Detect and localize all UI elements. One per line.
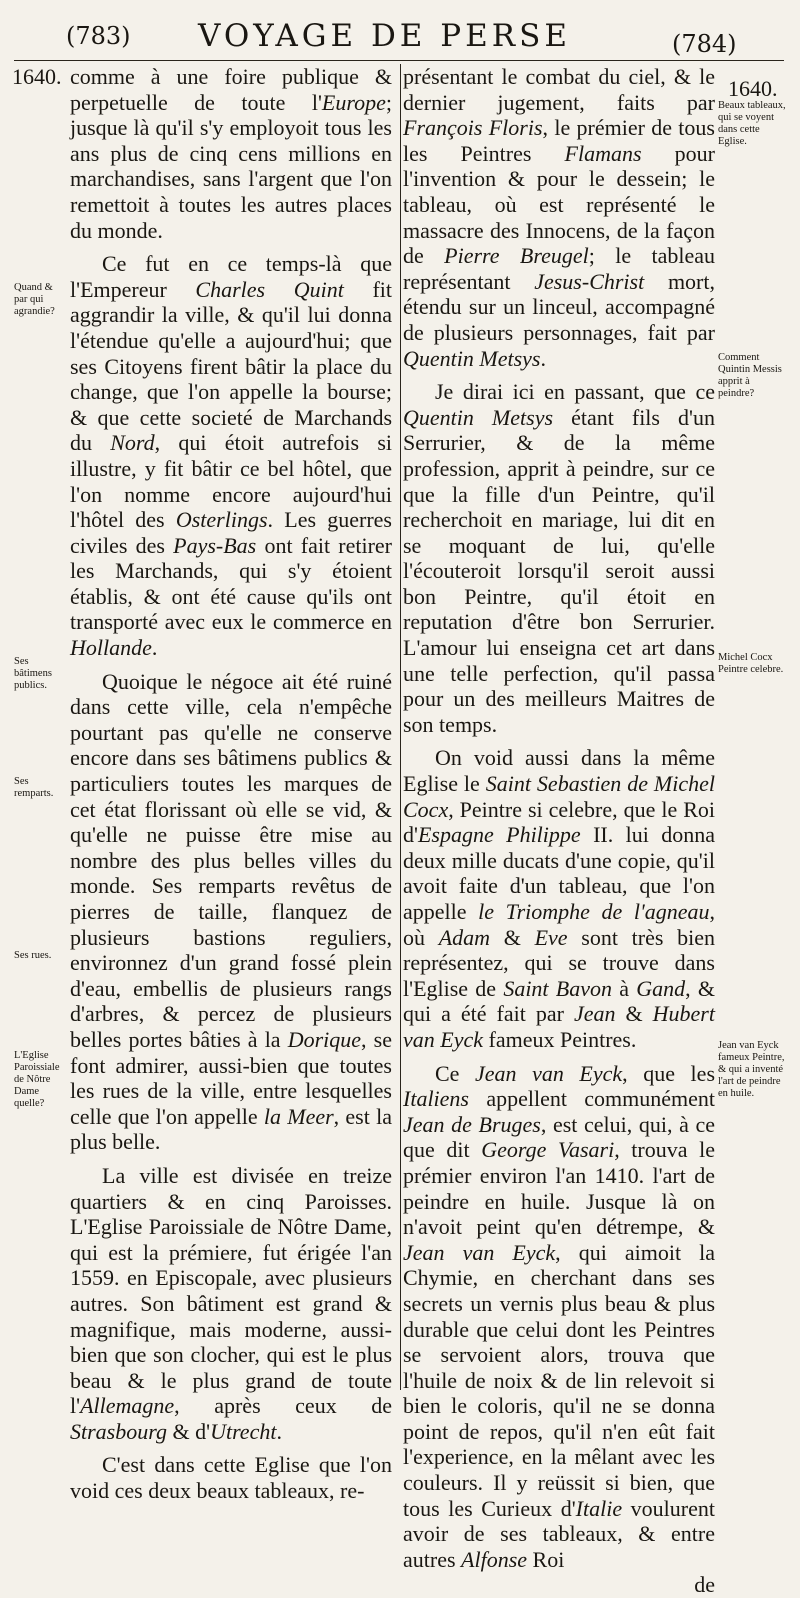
italic-run: Osterlings bbox=[175, 507, 268, 533]
margin-note-left-1: Quand & par qui agrandie? bbox=[14, 282, 55, 317]
text-run: Ce bbox=[435, 1060, 476, 1086]
italic-run: Strasbourg bbox=[70, 1418, 167, 1444]
italic-run: George Vasari bbox=[481, 1137, 615, 1163]
text-run: , qui aimoit la Chymie, en cherchant dans ses secrets un vernis plus beau & plus durable que celui dont les Peintres se servoient alors, trouva que l'huile de noix & de lin relevoit si bien le coloris, qu'il ne se donna point de repos, qu'il n'en eût fait l'experience, en la mêlant avec les couleurs. Il y reüssit si bien, que tous les Curieux d' bbox=[403, 1239, 716, 1521]
text-run: , après ceux de bbox=[174, 1393, 392, 1419]
text-run: voulurent avoir de ses tableaux, & entre autres bbox=[403, 1495, 715, 1572]
text-run: . bbox=[540, 345, 546, 371]
text-run: Ce fut en ce temps-là que l'Empereur bbox=[70, 251, 392, 302]
right-paragraph-4 bbox=[403, 1061, 715, 1573]
text-run: Quoique le négoce ait été ruiné dans cette ville, cela n'empêche pourtant pas qu'elle ne conserve encore dans ses bâtimens publics & particuliers toutes les marques de cet état florissant où elle se vid, & qu'elle ne puisse être mise au nombre des plus belles villes du monde. Ses remparts revêtus de pierres de taille, flanquez de plusieurs bastions reguliers, environnez d'un grand fossé plein d'eau, embellis de plusieurs rangs d'arbres, & percez de plusieurs belles portes bâties à la bbox=[70, 668, 392, 1052]
text-run: . bbox=[276, 1418, 282, 1444]
text-run: présentant le combat du ciel, & le dernier jugement, faits par bbox=[403, 64, 715, 115]
italic-run: Gand bbox=[636, 975, 686, 1001]
text-run: , trouva le prémier environ l'an 1410. l'art de peindre en huile. Jusque là on n'avoit peint qu'en détrempe, & bbox=[403, 1137, 715, 1240]
margin-note-right-3: Michel Cocx Peintre celebre. bbox=[718, 652, 784, 675]
left-paragraph-2 bbox=[70, 251, 392, 661]
text-run: ; le tableau représentant bbox=[403, 243, 715, 294]
text-run: , le prémier de tous les Peintres bbox=[403, 115, 715, 166]
italic-run: Hubert van Eyck bbox=[403, 1001, 715, 1052]
text-run: , se font admirer, aussi-bien que toutes les rues de la ville, entre lesquelles celle que l'on appelle bbox=[70, 1026, 392, 1129]
margin-note-right-4: Jean van Eyck fameux Peintre, & qui a inventé l'art de peindre en huile. bbox=[718, 1040, 785, 1099]
italic-run: Jean van Eyck bbox=[403, 1239, 556, 1265]
text-run: ; jusque là qu'il s'y employoit tous les ans plus de cinq cens millions en marchandises, sans l'argent que l'on remettoit à toutes les autres places du monde. bbox=[70, 89, 392, 243]
text-run: comme à une foire publique & perpetuelle de toute l' bbox=[70, 64, 392, 115]
text-run: ont fait retirer les Marchands, qui s'y étoient établis, & ont été cause qu'ils ont transporté avec eux le commerce en bbox=[70, 532, 392, 635]
text-run: , est celui, qui, à ce que dit bbox=[403, 1111, 715, 1163]
right-column bbox=[403, 64, 715, 1598]
italic-run: Adam bbox=[438, 924, 491, 950]
text-run: & bbox=[615, 1001, 653, 1027]
italic-run: la Meer bbox=[263, 1103, 334, 1129]
right-paragraph-2 bbox=[403, 379, 715, 737]
italic-run: Espagne Philippe bbox=[417, 822, 581, 848]
text-run: , est la plus belle. bbox=[70, 1103, 392, 1155]
text-run: La ville est divisée en treize quartiers & en cinq Paroisses. L'Eglise Paroissiale de Nôtre Dame, qui est la prémiere, fut érigée l'an 1559. en Episcopale, avec plusieurs autres. Son bâtiment est grand & magnifique, mais moderne, aussi-bien que son clocher, qui est le plus beau & le plus grand de toute l' bbox=[70, 1162, 392, 1419]
text-run: Roi bbox=[527, 1546, 565, 1572]
italic-run: Dorique bbox=[287, 1026, 362, 1052]
text-run: fit aggrandir la ville, & qu'il lui donna l'étendue qu'elle a aujourd'hui; que ses Citoyens firent bâtir la place du change, que l'on appelle la bourse; & que cette societé de Marchands du bbox=[70, 276, 392, 456]
text-run: , qui étoit autrefois si illustre, y fit bâtir ce bel hôtel, que l'on nomme encore aujourd'hui l'hôtel des bbox=[70, 430, 393, 533]
margin-note-left-2: Ses bâtimens publics. bbox=[14, 656, 52, 691]
catchword: de bbox=[694, 1572, 715, 1598]
italic-run: François Floris bbox=[403, 115, 543, 141]
text-run: , & qui a été fait par bbox=[403, 975, 715, 1027]
text-run: sont très bien représentez, qui se trouve dans l'Eglise de bbox=[403, 924, 715, 1001]
text-run: Je dirai ici en passant, que ce bbox=[435, 379, 715, 405]
text-run: . bbox=[151, 635, 158, 661]
italic-run: Jean van Eyck bbox=[475, 1060, 623, 1086]
italic-run: Jesus-Christ bbox=[534, 268, 645, 294]
italic-run: Saint Sebastien de Michel Cocx bbox=[403, 771, 715, 822]
text-run: C'est dans cette Eglise que l'on void ces deux beaux tableaux, re- bbox=[70, 1452, 392, 1504]
italic-run: Saint Bavon bbox=[503, 975, 612, 1001]
text-run: . Les guerres civiles des bbox=[70, 507, 392, 558]
text-run: fameux Peintres. bbox=[483, 1026, 637, 1052]
header-rule bbox=[14, 60, 784, 61]
text-run: étant fils d'un Serrurier, & de la même profession, apprit à peindre, sur ce que la fille d'un Peintre, qu'il recherchoit en mariage, lui dit en se moquant de lui, qu'elle l'écouteroit lorsqu'il seroit aussi bon Peintre, qu'il étoit en reputation d'être bon Serrurier. L'amour lui enseigna cet art dans une telle perfection, qu'il passa pour un des meilleurs Maitres de son temps. bbox=[403, 404, 715, 737]
left-paragraph-3 bbox=[70, 669, 392, 1155]
column-divider bbox=[400, 64, 401, 1390]
text-run: On void aussi dans la même Eglise le bbox=[403, 745, 715, 797]
margin-year-left: 1640. bbox=[12, 64, 62, 89]
margin-note-left-3: Ses remparts. bbox=[14, 776, 54, 799]
italic-run: Europe bbox=[321, 89, 386, 115]
left-column bbox=[70, 64, 392, 1504]
left-paragraph-5 bbox=[70, 1452, 392, 1503]
text-run: mort, étendu sur un linceul, accompagné de plusieurs personnages, fait par bbox=[403, 268, 715, 345]
left-paragraph-1 bbox=[70, 64, 392, 243]
margin-note-right-1: Beaux tableaux, qui se voyent dans cette Eglise. bbox=[718, 100, 786, 147]
italic-run: Italie bbox=[575, 1495, 623, 1521]
margin-year-right: 1640. bbox=[728, 76, 778, 101]
margin-note-left-4: Ses rues. bbox=[14, 950, 52, 961]
italic-run: Pierre Breugel bbox=[444, 243, 589, 269]
italic-run: Allemagne bbox=[80, 1393, 175, 1419]
italic-run: Alfonse bbox=[461, 1546, 528, 1572]
italic-run: Quentin Metsys bbox=[403, 404, 554, 430]
text-run: à bbox=[611, 975, 637, 1001]
page-number-left: (783) bbox=[66, 22, 131, 50]
italic-run: Pays-Bas bbox=[173, 532, 257, 558]
text-run: , Peintre si celebre, que le Roi d' bbox=[403, 796, 715, 848]
italic-run: le Triomphe de l'agneau bbox=[478, 899, 710, 924]
left-paragraph-4 bbox=[70, 1163, 392, 1445]
right-paragraph-1 bbox=[403, 64, 715, 371]
page-number-right: (784) bbox=[672, 30, 737, 58]
italic-run: Utrecht bbox=[210, 1418, 277, 1444]
text-run: appellent communément bbox=[469, 1086, 715, 1112]
text-run: & d' bbox=[166, 1418, 211, 1444]
text-run: & bbox=[490, 924, 535, 950]
text-run: II. lui donna deux mille ducats d'une copie, qu'il avoit faite d'un tableau, que l'on appelle bbox=[403, 822, 715, 924]
text-run: pour l'invention & pour le dessein; le tableau, où est représenté le massacre des Innocens, de la façon de bbox=[403, 140, 715, 269]
margin-note-right-2: Comment Quintin Messis apprit à peindre? bbox=[718, 352, 782, 399]
running-title: VOYAGE DE PERSE bbox=[198, 18, 571, 54]
italic-run: Flamans bbox=[564, 140, 642, 166]
italic-run: Italiens bbox=[403, 1086, 469, 1112]
italic-run: Jean bbox=[573, 1001, 616, 1027]
italic-run: Hollande bbox=[70, 635, 152, 661]
italic-run: Quentin Metsys bbox=[403, 345, 541, 371]
right-paragraph-3 bbox=[403, 745, 715, 1052]
text-run: , que les bbox=[622, 1060, 715, 1086]
italic-run: Nord bbox=[110, 430, 155, 456]
text-run: , où bbox=[403, 899, 715, 950]
italic-run: Jean de Bruges bbox=[403, 1111, 541, 1137]
italic-run: Eve bbox=[534, 924, 568, 950]
margin-note-left-5: L'Eglise Paroissiale de Nôtre Dame quelle? bbox=[14, 1050, 60, 1109]
italic-run: Charles Quint bbox=[195, 276, 344, 302]
